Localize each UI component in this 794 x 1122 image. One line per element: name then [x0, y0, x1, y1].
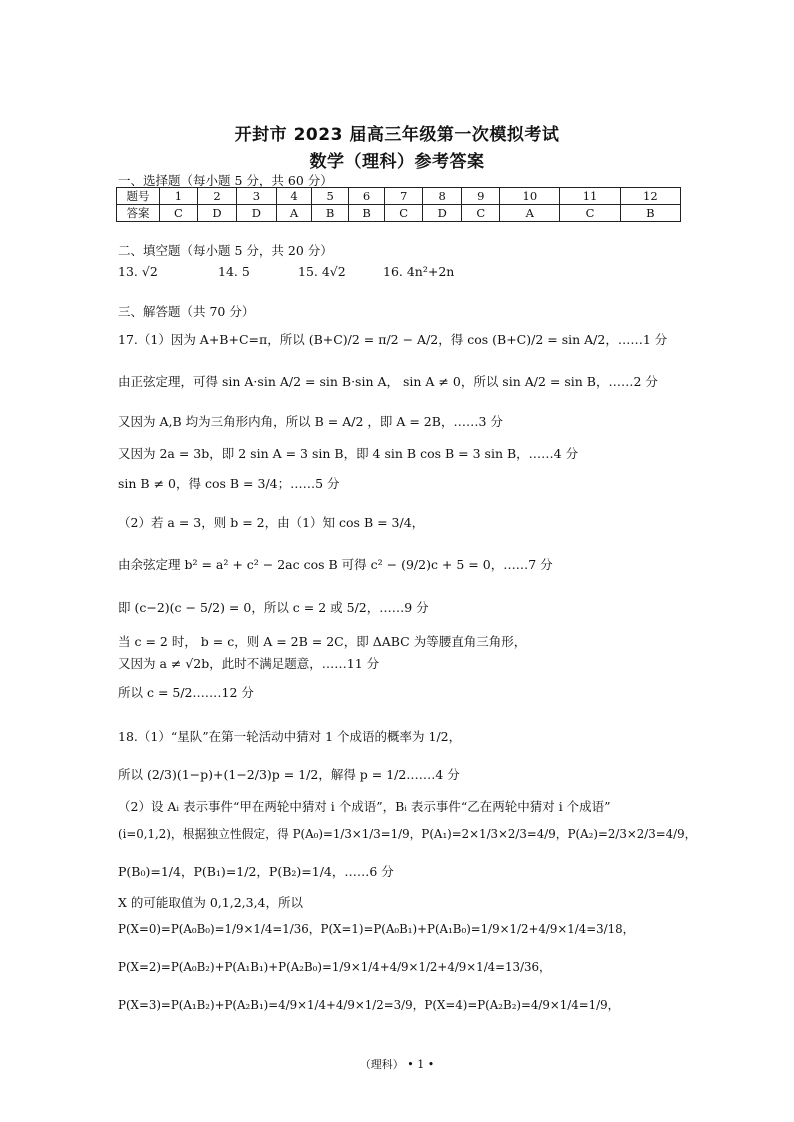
table-cell: 6: [348, 188, 384, 205]
solution-line: 所以 c = 5/2.……12 分: [118, 685, 254, 700]
solution-line: X 的可能取值为 0,1,2,3,4，所以: [118, 895, 304, 910]
table-cell: 8: [423, 188, 462, 205]
solution-line: 即 (c−2)(c − 5/2) = 0，所以 c = 2 或 5/2，……9 分: [118, 600, 429, 615]
section-choice-heading: 一、选择题（每小题 5 分，共 60 分）: [118, 173, 333, 188]
table-cell: C: [560, 205, 620, 222]
solution-line: 当 c = 2 时， b = c，则 A = 2B = 2C，即 ΔABC 为等腰直角三角形，: [118, 634, 527, 649]
table-cell: 1: [160, 188, 198, 205]
solution-line: P(X=3)=P(A₁B₂)+P(A₂B₁)=4/9×1/4+4/9×1/2=3/9，P(X=4)=P(A₂B₂)=4/9×1/4=1/9，: [118, 998, 620, 1012]
table-cell: 5: [312, 188, 348, 205]
table-cell: B: [348, 205, 384, 222]
exam-title: 开封市 2023 届高三年级第一次模拟考试: [234, 125, 560, 145]
table-head-answer: 答案: [117, 205, 160, 222]
table-cell: 11: [560, 188, 620, 205]
solution-line: （2）若 a = 3，则 b = 2，由（1）知 cos B = 3/4，: [118, 515, 425, 530]
solution-line: （2）设 Aᵢ 表示事件“甲在两轮中猜对 i 个成语”，Bᵢ 表示事件“乙在两轮中猜对 i 个成语”: [118, 799, 611, 814]
solution-line: 又因为 2a = 3b，即 2 sin A = 3 sin B，即 4 sin B cos B = 3 sin B，……4 分: [118, 446, 579, 461]
table-cell: C: [462, 205, 500, 222]
solution-line: 17.（1）因为 A+B+C=π，所以 (B+C)/2 = π/2 − A/2，得 cos (B+C)/2 = sin A/2，……1 分: [118, 332, 668, 347]
solution-line: 又因为 A,B 均为三角形内角，所以 B = A/2 ，即 A = 2B，……3 分: [118, 414, 503, 429]
fill-answer-15: 15. 4√2: [298, 264, 346, 279]
table-cell: B: [620, 205, 680, 222]
table-cell: A: [276, 205, 312, 222]
table-cell: D: [197, 205, 236, 222]
fill-answer-16: 16. 4n²+2n: [383, 264, 455, 279]
solution-line: 由正弦定理，可得 sin A·sin A/2 = sin B·sin A， sin A ≠ 0，所以 sin A/2 = sin B，……2 分: [118, 374, 658, 389]
solution-line: 所以 (2/3)(1−p)+(1−2/3)p = 1/2，解得 p = 1/2.……4 分: [118, 767, 460, 782]
solution-line: sin B ≠ 0，得 cos B = 3/4；……5 分: [118, 476, 340, 491]
table-cell: 7: [385, 188, 423, 205]
fill-answer-13: 13. √2: [118, 264, 158, 279]
table-row-answers: [117, 205, 681, 222]
solution-line: P(X=0)=P(A₀B₀)=1/9×1/4=1/36，P(X=1)=P(A₀B₁)+P(A₁B₀)=1/9×1/2+4/9×1/4=3/18，: [118, 922, 635, 936]
table-row-numbers: [117, 188, 681, 205]
table-cell: 3: [237, 188, 276, 205]
solution-line: P(B₀)=1/4，P(B₁)=1/2，P(B₂)=1/4，……6 分: [118, 864, 394, 879]
table-cell: 10: [500, 188, 560, 205]
solution-line: 18.（1）“星队”在第一轮活动中猜对 1 个成语的概率为 1/2，: [118, 729, 462, 744]
table-cell: 9: [462, 188, 500, 205]
table-cell: D: [423, 205, 462, 222]
table-cell: C: [160, 205, 198, 222]
table-cell: A: [500, 205, 560, 222]
fill-answer-14: 14. 5: [218, 264, 250, 279]
solution-line: 由余弦定理 b² = a² + c² − 2ac cos B 可得 c² − (9/2)c + 5 = 0，……7 分: [118, 557, 553, 572]
solution-line: (i=0,1,2)，根据独立性假定，得 P(A₀)=1/3×1/3=1/9，P(A₁)=2×1/3×2/3=4/9，P(A₂)=2/3×2/3=4/9，: [118, 827, 697, 841]
section-solution-heading: 三、解答题（共 70 分）: [118, 304, 255, 319]
answer-subtitle: 数学（理科）参考答案: [309, 152, 485, 172]
table-head-number: 题号: [117, 188, 160, 205]
page-footer: （理科） • 1 •: [359, 1058, 435, 1071]
table-cell: C: [385, 205, 423, 222]
section-fill-heading: 二、填空题（每小题 5 分，共 20 分）: [118, 243, 333, 258]
solution-line: 又因为 a ≠ √2b，此时不满足题意，……11 分: [118, 656, 380, 671]
table-cell: 4: [276, 188, 312, 205]
table-cell: 12: [620, 188, 680, 205]
table-cell: D: [237, 205, 276, 222]
answer-table: [116, 187, 681, 222]
table-cell: 2: [197, 188, 236, 205]
table-cell: B: [312, 205, 348, 222]
solution-line: P(X=2)=P(A₀B₂)+P(A₁B₁)+P(A₂B₀)=1/9×1/4+4/9×1/2+4/9×1/4=13/36，: [118, 960, 551, 974]
